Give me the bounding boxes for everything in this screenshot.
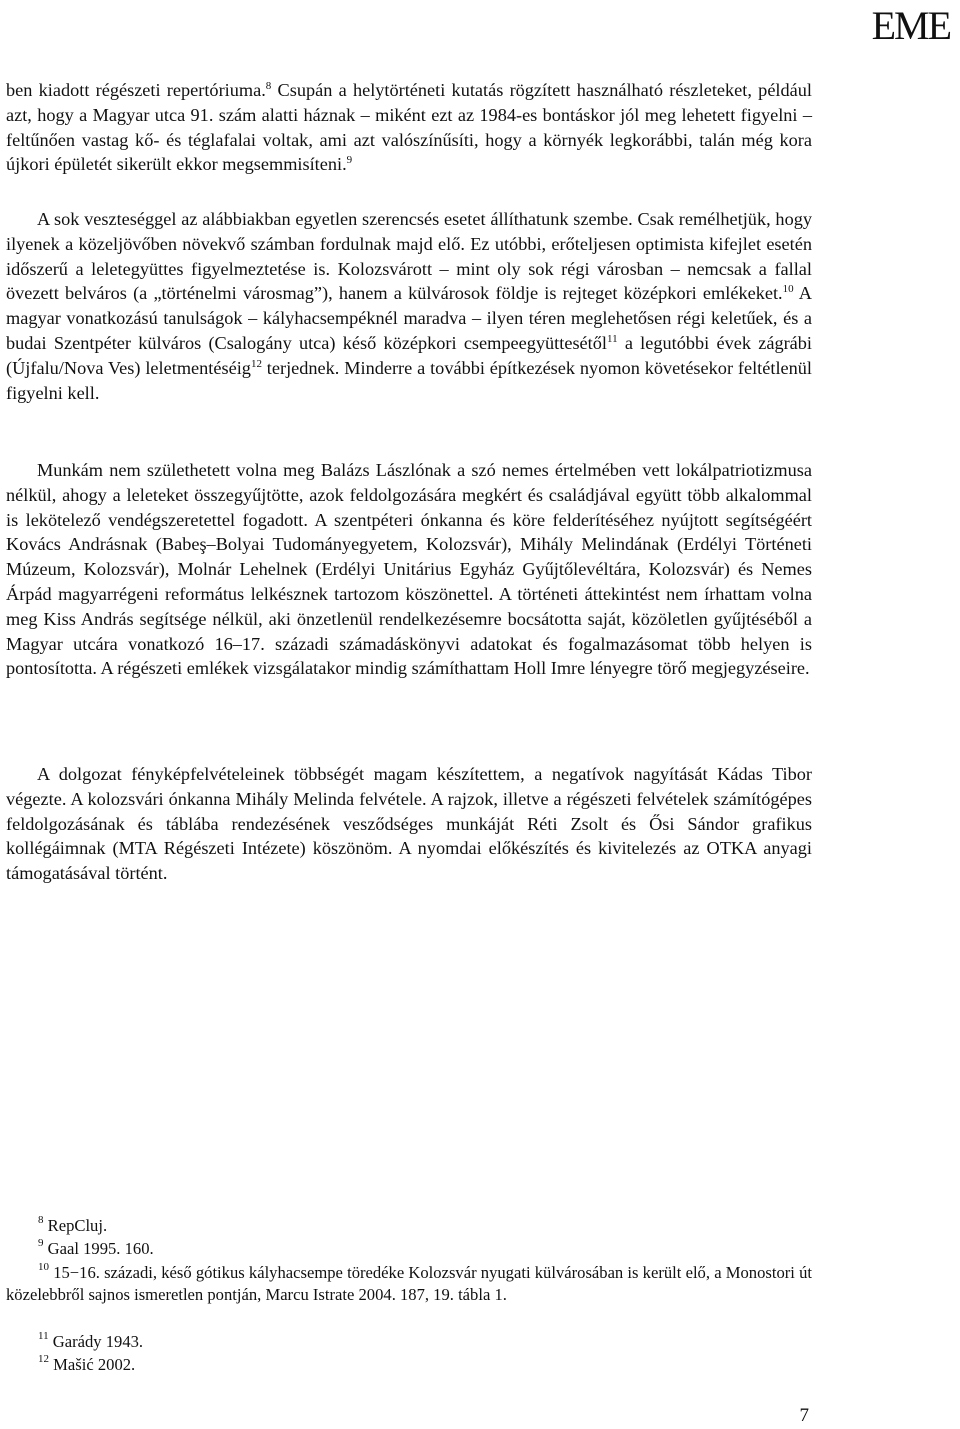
footnote-9 [38,1238,812,1260]
footnote-10 [6,1262,812,1306]
paragraph-comparison [6,207,812,405]
footnote-number: 8 [38,1214,44,1226]
footnote-text: Garády 1943. [48,1332,144,1351]
text-span: ben kiadott régészeti repertóriuma. [6,80,266,100]
footnote-number: 11 [38,1330,49,1342]
footnote-ref-9[interactable]: 9 [346,154,353,167]
footnote-number: 10 [38,1261,49,1273]
text-span: terjednek. Minderre a további építkezések nyomon követésekor feltétlenül figyelni kell. [6,357,812,403]
paragraph-continuation [6,78,812,177]
footnote-8 [38,1215,812,1237]
acknowledgements-paragraph: Munkám nem születhetett volna meg Balázs Lászlónak a szó nemes értelmében vett lokálpatriotizmusa nélkül, ahogy a leleteket összegyűjtötte, azok feldolgozására megkért és családjával együtt több alkalommal is lekötelező vendégszeretettel fogadott. A szentpéteri ónkanna és köre felderítéséhez nyújtott segítségéért Kovács Andrásnak (Babeş–Bolyai Tudományegyetem, Kolozsvár), Mihály Melindának (Erdélyi Történeti Múzeum, Kolozsvár), Molnár Lehelnek (Erdélyi Unitárius Egyház Gyűjtőlevéltára, Kolozsvár) és Nemes Árpád magyarrégeni református lelkésznek tartozom köszönettel. A történeti áttekintést nem írhattam volna meg Kiss András segítsége nélkül, aki önzetlenül rendelkezésemre bocsátotta saját, közöletlen gyűjtéséből a Magyar utcára vonatkozó 16–17. századi számadáskönyvi adatokat és fogalmazásomat több helyen is pontosította. A régészeti emlékek vizsgálatakor mindig számíthattam Holl Imre lényegre törő megjegyzéseire. [6,460,812,679]
footnote-11 [38,1331,812,1353]
footnote-text: Gaal 1995. 160. [43,1239,154,1258]
footnote-12 [38,1354,812,1376]
footnote-text: RepCluj. [43,1216,108,1235]
footnote-ref-12[interactable]: 12 [250,357,262,370]
text-span: Csupán a helytörténeti kutatás rögzített használható részleteket, például azt, hogy a Magyar utca 91. szám alatti háznak – miként ezt az 1984-es bontáskor jól meg lehetett figyelni – feltűnően vastag kő- és téglafalai voltak, ami azt valószínűsíti, hogy a környék legkorábbi, talán még kora újkori épületét sikerült ekkor megsemmisíteni. [6,80,812,175]
page-number: 7 [799,1405,809,1426]
footnote-ref-11[interactable]: 11 [606,332,618,345]
footnote-ref-10[interactable]: 10 [782,283,794,296]
footnote-text: Mašić 2002. [49,1355,136,1374]
text-span: a legutóbbi évek zágrábi (Újfalu/Nova Ves) leletmentéséig [6,332,813,378]
footnote-text: 15−16. századi, késő gótikus kályhacsempe töredéke Kolozsvár nyugati külvárosában is került elő, a Monostori út közelebbről sajnos ismeretlen pontján, Marcu Istrate 2004. 187, 19. tábla 1. [6,1263,812,1304]
footnote-number: 12 [38,1353,49,1365]
publisher-logo: EME [871,3,950,48]
footnote-number: 9 [38,1237,44,1249]
footnote-ref-8[interactable]: 8 [265,80,272,92]
text-span: A sok veszteséggel az alábbiakban egyetlen szerencsés esetet állíthatunk szembe. Csak remélhetjük, hogy ilyenek a közeljövőben növekvő számban fordulnak majd elő. Ez utóbbi, erőteljesen optimista kifejlet esetén időszerű a leletegyüttes figyelmeztetése is. Kolozsvárott – mint oly sok régi városban – nemcsak a fallal övezett belváros (a „történelmi városmag”), hanem a külvárosok földje is rejteget középkori emlékeket. [6,209,812,304]
text-span: A magyar vonatkozású tanulságok – kályhacsempéknél maradva – ilyen téren meglehetősen régi keletűek, és a budai Szentpéter külváros (Csalogány utca) késő középkori csempeegyüttesétől [6,283,812,353]
acknowledgements-paragraph-2: A dolgozat fényképfelvételeinek többségét magam készítettem, a negatívok nagyítását Kádas Tibor végezte. A kolozsvári ónkanna Mihály Melinda felvétele. A rajzok, illetve a régészeti felvételek számítógépes feldolgozásának és táblába rendezésének vesződséges munkáját Réti Zsolt és Ősi Sándor grafikus kollégáimnak (MTA Régészeti Intézete) köszönöm. A nyomdai előkészítés és kivitelezés az OTKA anyagi támogatásával történt. [6,764,812,884]
